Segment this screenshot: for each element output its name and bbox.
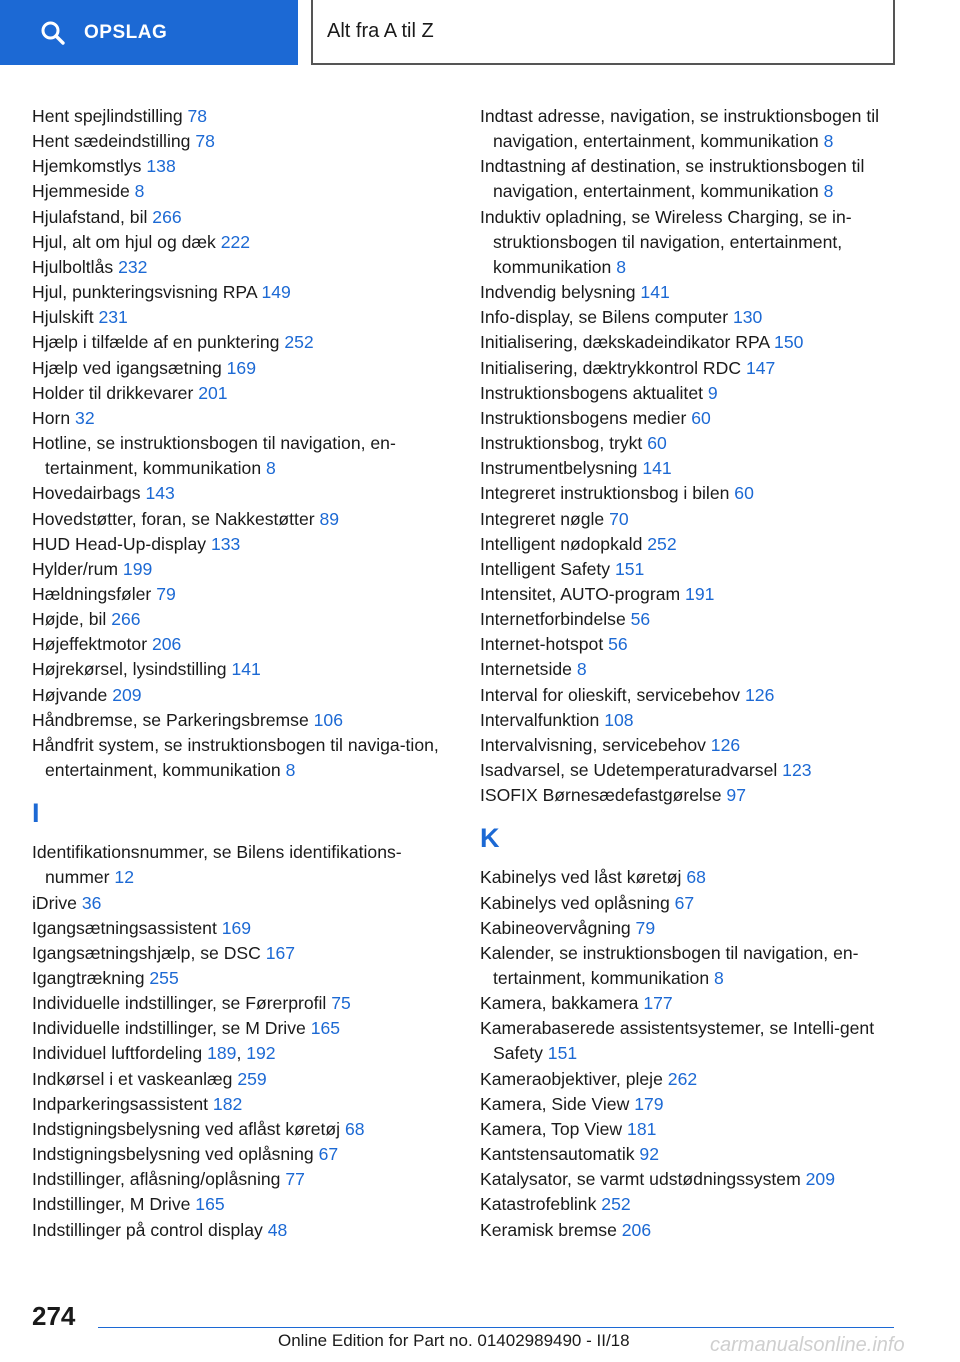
index-entry	[32, 381, 450, 406]
page-reference-link[interactable]: 79	[156, 583, 176, 604]
page-reference-link[interactable]: 141	[642, 458, 672, 479]
index-entry	[480, 1016, 900, 1066]
index-entry-text: Katalysator, se varmt udstødningssystem	[480, 1169, 806, 1190]
page-reference-link[interactable]: 92	[639, 1144, 659, 1165]
index-entry	[32, 255, 450, 280]
page-reference-link[interactable]: 67	[674, 892, 695, 913]
page-reference-link[interactable]: 56	[630, 609, 651, 630]
index-entry-text: Instruktionsbogens medier	[480, 407, 692, 428]
index-entry	[480, 607, 900, 632]
index-entry	[32, 356, 450, 381]
page-reference-link[interactable]: 169	[226, 357, 256, 378]
index-entry-text: Hjulafstand, bil	[32, 206, 153, 227]
footer-divider	[98, 1327, 894, 1328]
index-entry	[480, 1067, 900, 1092]
page-reference-link[interactable]: 56	[608, 634, 628, 655]
page-reference-link[interactable]: 181	[627, 1118, 657, 1139]
page-reference-link[interactable]: 252	[284, 332, 314, 353]
index-entry-text: Indstigningsbelysning ved oplåsning	[32, 1144, 319, 1165]
page-reference-link[interactable]: 179	[634, 1093, 664, 1114]
index-entry-text: Integreret nøgle	[480, 508, 610, 529]
index-entry	[480, 941, 900, 991]
index-entry-text: Håndbremse, se Parkeringsbremse	[32, 709, 314, 730]
page-reference-link[interactable]: 97	[726, 785, 746, 806]
index-entry	[480, 916, 900, 941]
index-column-left	[32, 104, 450, 1243]
index-entry	[480, 1117, 900, 1142]
page-reference-link[interactable]: 150	[774, 332, 804, 353]
index-entry	[32, 1142, 450, 1167]
page-reference-link[interactable]: 151	[614, 558, 645, 579]
index-entry-text: Indstillinger, aflåsning/oplåsning	[32, 1169, 286, 1190]
page-reference-link[interactable]: 149	[261, 282, 291, 303]
index-entry	[480, 431, 900, 456]
index-entry	[480, 1192, 900, 1217]
index-entry	[32, 1167, 450, 1192]
index-entry-text: Intervalvisning, servicebehov	[480, 734, 711, 755]
page-reference-link[interactable]: 12	[114, 867, 134, 888]
index-entry-text: Instruktionsbog, trykt	[480, 433, 648, 454]
index-entry	[32, 280, 450, 305]
page-reference-link[interactable]: 130	[732, 307, 763, 328]
page-reference-link[interactable]: 191	[685, 583, 715, 604]
index-entry	[32, 431, 450, 481]
index-entry-text: Indparkeringsassistent	[32, 1093, 213, 1114]
index-entry-text: Intelligent nødopkald	[480, 533, 648, 554]
index-entry	[32, 557, 450, 582]
index-entry	[32, 481, 450, 506]
index-entry	[32, 154, 450, 179]
index-entry	[480, 330, 900, 355]
index-entry	[32, 1192, 450, 1217]
page-reference-link[interactable]: 252	[601, 1194, 631, 1215]
page-reference-link[interactable]: 259	[237, 1068, 267, 1089]
index-entry	[32, 1041, 450, 1066]
index-entry	[32, 179, 450, 204]
index-entry-text: Katastrofeblink	[480, 1194, 602, 1215]
index-entry-text: Kamerabaserede assistentsystemer, se Intelli-gent Safety	[480, 1018, 875, 1064]
page-reference-link[interactable]: 209	[112, 684, 142, 705]
index-entry	[480, 708, 900, 733]
index-entry-text: ISOFIX Børnesædefastgørelse	[480, 785, 727, 806]
page-reference-link[interactable]: 165	[310, 1018, 341, 1039]
index-entry	[480, 280, 900, 305]
index-entry	[32, 657, 450, 682]
section-title: Alt fra A til Z	[311, 0, 895, 65]
index-entry	[480, 683, 900, 708]
index-entry	[480, 733, 900, 758]
page-reference-link[interactable]: 206	[151, 634, 182, 655]
index-entry	[480, 991, 900, 1016]
index-entry	[480, 205, 900, 280]
index-entry	[480, 1218, 900, 1243]
page-reference-link[interactable]: 189	[207, 1043, 237, 1064]
index-entry	[32, 966, 450, 991]
index-entry-text: Indtast adresse, navigation, se instruktionsbogen til navigation, entertainment, kommunikation	[480, 106, 880, 152]
index-entry-text: Højde, bil	[32, 609, 112, 630]
page-reference-link[interactable]: 262	[667, 1068, 698, 1089]
page-reference-link[interactable]: 252	[647, 533, 677, 554]
page-reference-link[interactable]: 151	[547, 1043, 578, 1064]
index-entry	[32, 330, 450, 355]
page-reference-link[interactable]: 78	[195, 131, 215, 152]
page-reference-link[interactable]: 165	[195, 1194, 225, 1215]
index-entry-text: Hent spejlindstilling	[32, 106, 188, 126]
search-icon	[40, 20, 66, 46]
index-entry-text: Hjemkomstlys	[32, 156, 147, 177]
page-reference-link[interactable]: 143	[145, 483, 175, 504]
page-reference-link[interactable]: 8	[266, 458, 276, 479]
index-entry-text: Internet-hotspot	[480, 634, 609, 655]
index-entry	[32, 840, 450, 890]
page-reference-link[interactable]: 232	[118, 256, 148, 277]
page-reference-link[interactable]: 255	[149, 968, 179, 988]
index-entry-text: Indtastning af destination, se instruktionsbogen til navigation, entertainment, kommunikation	[480, 156, 865, 202]
index-entry-text: Hjul, alt om hjul og dæk	[32, 231, 221, 252]
index-entry	[480, 1092, 900, 1117]
index-entry	[480, 154, 900, 204]
index-entry-text: iDrive	[32, 892, 82, 913]
index-entry-text: Indstillinger på control display	[32, 1219, 268, 1240]
page-reference-link[interactable]: 60	[691, 407, 711, 428]
index-entry	[480, 381, 900, 406]
index-entry-text: Hovedairbags	[32, 483, 146, 504]
page-reference-link[interactable]: 48	[267, 1219, 288, 1240]
index-entry	[480, 305, 900, 330]
index-entry-text: Hjul, punkteringsvisning RPA	[32, 282, 262, 303]
index-entry	[32, 406, 450, 431]
page-reference-link[interactable]: 79	[635, 917, 656, 938]
index-entry-text: Holder til drikkevarer	[32, 382, 199, 403]
index-entry	[480, 104, 900, 154]
page-reference-link[interactable]: 89	[319, 508, 340, 529]
index-entry-text: Hældningsføler	[32, 583, 157, 604]
index-entry-text: Integreret instruktionsbog i bilen	[480, 483, 735, 504]
index-entry-text: Keramisk bremse	[480, 1219, 622, 1240]
page-reference-link[interactable]: 78	[187, 106, 208, 126]
index-entry-text: Igangsætningsassistent	[32, 917, 222, 938]
index-entry-text: Højeffektmotor	[32, 634, 152, 655]
page-reference-link[interactable]: 68	[686, 867, 706, 888]
page-reference-link[interactable]: 8	[134, 181, 145, 202]
index-entry	[480, 557, 900, 582]
index-entry	[32, 891, 450, 916]
index-entry-text: Hotline, se instruktionsbogen til navigation, en-tertainment, kommunikation	[32, 433, 396, 479]
page-reference-link[interactable]: 199	[122, 558, 153, 579]
index-entry	[480, 1167, 900, 1192]
index-entry-text: Interval for olieskift, servicebehov	[480, 684, 745, 705]
index-entry-text: Kabinelys ved oplåsning	[480, 892, 675, 913]
index-entry-text: Internetside	[480, 659, 577, 680]
page-reference-link[interactable]: 167	[265, 942, 296, 963]
index-entry-text: Højrekørsel, lysindstilling	[32, 659, 232, 680]
index-entry-text: Kamera, Side View	[480, 1093, 635, 1114]
index-entry	[32, 1067, 450, 1092]
index-entry-text: Indkørsel i et vaskeanlæg	[32, 1068, 238, 1089]
page-reference-link[interactable]: 231	[98, 307, 128, 328]
page-reference-link[interactable]: 133	[210, 533, 241, 554]
index-entry-text: Individuelle indstillinger, se M Drive	[32, 1018, 311, 1039]
index-entry-text: Intelligent Safety	[480, 558, 615, 579]
page-reference-link[interactable]: 138	[146, 156, 176, 177]
index-entry-text: Instruktionsbogens aktualitet	[480, 382, 708, 403]
page-reference-link[interactable]: 8	[616, 256, 627, 277]
index-entry-text: Kalender, se instruktionsbogen til navigation, en-tertainment, kommunikation	[480, 942, 859, 988]
page-reference-link[interactable]: 8	[823, 181, 834, 202]
index-entry	[480, 758, 900, 783]
index-entry-text: Hjælp ved igangsætning	[32, 357, 227, 378]
index-entry-text: Kantstensautomatik	[480, 1144, 640, 1165]
index-entry-text: Initialisering, dækskadeindikator RPA	[480, 332, 775, 353]
page-reference-link[interactable]: 177	[643, 993, 673, 1014]
watermark: carmanualsonline.info	[710, 1334, 905, 1356]
index-entry	[32, 1092, 450, 1117]
index-entry	[32, 991, 450, 1016]
index-entry-text: Initialisering, dæktrykkontrol RDC	[480, 357, 746, 378]
page-reference-link[interactable]: 206	[621, 1219, 652, 1240]
index-entry	[480, 582, 900, 607]
index-entry	[32, 205, 450, 230]
index-entry	[32, 507, 450, 532]
index-entry-text: Individuel luftfordeling	[32, 1043, 208, 1064]
index-entry-text: HUD Head-Up-display	[32, 533, 211, 554]
index-entry	[32, 532, 450, 557]
index-entry	[480, 891, 900, 916]
index-entry-text: Kabineovervågning	[480, 917, 636, 938]
index-entry	[32, 1016, 450, 1041]
search-tab-label: OPSLAG	[84, 21, 168, 43]
index-entry-text: Kamera, Top View	[480, 1118, 628, 1139]
index-entry	[480, 1142, 900, 1167]
index-entry-text: Indvendig belysning	[480, 282, 641, 303]
index-entry	[32, 129, 450, 154]
index-entry-text: Intensitet, AUTO-program	[480, 583, 686, 604]
page-reference-link[interactable]: 67	[318, 1144, 339, 1165]
index-entry	[32, 941, 450, 966]
edition-text: Online Edition for Part no. 01402989490 - II/18	[278, 1331, 630, 1350]
index-entry-text: Håndfrit system, se instruktionsbogen til naviga-tion, entertainment, kommunikation	[32, 734, 439, 781]
page-reference-link[interactable]: 147	[745, 357, 776, 378]
page-reference-link[interactable]: 126	[745, 684, 775, 705]
index-entry-text: Intervalfunktion	[480, 709, 605, 730]
index-entry	[480, 632, 900, 657]
page-reference-link[interactable]: 266	[111, 609, 141, 630]
index-entry-text: Højvande	[32, 684, 113, 705]
page-reference-link[interactable]: 182	[212, 1093, 243, 1114]
index-entry-text: Indstigningsbelysning ved aflåst køretøj	[32, 1118, 345, 1139]
index-entry-text: Igangtrækning	[32, 968, 150, 988]
index-entry-text: Hjemmeside	[32, 181, 135, 202]
index-entry-text: Isadvarsel, se Udetemperaturadvarsel	[480, 760, 783, 781]
index-entry	[32, 1117, 450, 1142]
page-reference-link[interactable]: 9	[707, 382, 718, 403]
index-entry	[32, 1218, 450, 1243]
index-entry	[480, 481, 900, 506]
index-entry	[32, 683, 450, 708]
page-reference-link[interactable]: 126	[710, 734, 741, 755]
index-entry-text: Internetforbindelse	[480, 609, 631, 630]
index-entry-text: Kamera, bakkamera	[480, 993, 644, 1014]
page-reference-link[interactable]: 108	[604, 709, 634, 730]
page-reference-link[interactable]: 8	[285, 760, 296, 781]
index-entry-text: Hjulboltlås	[32, 256, 119, 277]
index-entry	[480, 507, 900, 532]
page-reference-link[interactable]: 60	[734, 483, 754, 504]
page-reference-link[interactable]: 266	[152, 206, 182, 227]
index-entry	[480, 406, 900, 431]
search-tab[interactable]	[0, 0, 298, 65]
index-entry	[32, 104, 450, 129]
index-entry-text: Hent sædeindstilling	[32, 131, 196, 152]
index-entry-text: Identifikationsnummer, se Bilens identifikations-nummer	[32, 842, 402, 888]
page-reference-link[interactable]: 68	[344, 1118, 365, 1139]
page-number: 274	[32, 1301, 76, 1331]
index-entry-text: Hjælp i tilfælde af en punktering	[32, 332, 285, 353]
index-entry	[32, 733, 450, 783]
index-entry-text: Kabinelys ved låst køretøj	[480, 867, 687, 888]
page-reference-link[interactable]: 60	[647, 433, 667, 454]
page-reference-link[interactable]: 106	[313, 709, 343, 730]
page-reference-link[interactable]: 141	[640, 282, 670, 303]
index-entry	[32, 230, 450, 255]
index-entry-text: Hovedstøtter, foran, se Nakkestøtter	[32, 508, 320, 529]
index-entry	[480, 356, 900, 381]
page-reference-link[interactable]: 201	[198, 382, 228, 403]
index-entry-text: Info-display, se Bilens computer	[480, 307, 733, 328]
page-reference-link[interactable]: 75	[331, 993, 351, 1014]
page-reference-link[interactable]: 8	[823, 131, 834, 152]
page-reference-link[interactable]: 141	[231, 659, 261, 680]
page-reference-link[interactable]: 8	[714, 968, 724, 988]
index-entry-text: Induktiv opladning, se Wireless Charging, se in-struktionsbogen til navigation, entertainment, kommunikation	[480, 206, 852, 277]
page-reference-link[interactable]: 209	[805, 1169, 835, 1190]
index-entry	[480, 532, 900, 557]
index-entry-text: Hylder/rum	[32, 558, 123, 579]
index-entry	[32, 708, 450, 733]
index-entry	[32, 582, 450, 607]
index-entry-text: Igangsætningshjælp, se DSC	[32, 942, 266, 963]
index-entry	[480, 657, 900, 682]
index-entry	[32, 916, 450, 941]
header-bar	[0, 0, 960, 68]
page-reference-link[interactable]: 169	[221, 917, 252, 938]
page-reference-link[interactable]: 192	[246, 1043, 276, 1064]
index-entry-text: Instrumentbelysning	[480, 458, 643, 479]
page-reference-link[interactable]: 32	[75, 407, 95, 428]
index-entry-text: Kameraobjektiver, pleje	[480, 1068, 668, 1089]
page-reference-link[interactable]: 8	[576, 659, 587, 680]
page-reference-link[interactable]: 70	[609, 508, 629, 529]
index-entry	[480, 865, 900, 890]
page-reference-link[interactable]: 222	[220, 231, 251, 252]
index-entry	[480, 456, 900, 481]
page-reference-link[interactable]: 36	[81, 892, 102, 913]
index-entry	[480, 783, 900, 808]
index-entry	[32, 607, 450, 632]
index-entry	[32, 305, 450, 330]
index-letter-heading: I	[32, 798, 40, 829]
index-entry-text: Hjulskift	[32, 307, 99, 328]
index-column-right	[480, 104, 900, 1243]
page-reference-link[interactable]: 77	[285, 1169, 305, 1190]
index-entry	[32, 632, 450, 657]
index-letter-heading: K	[480, 823, 500, 854]
index-entry-text: Horn	[32, 407, 76, 428]
index-entry-text: Indstillinger, M Drive	[32, 1194, 196, 1215]
ref-separator: ,	[236, 1043, 247, 1064]
index-entry-text: Individuelle indstillinger, se Førerprofil	[32, 993, 332, 1014]
page-reference-link[interactable]: 123	[782, 760, 812, 781]
